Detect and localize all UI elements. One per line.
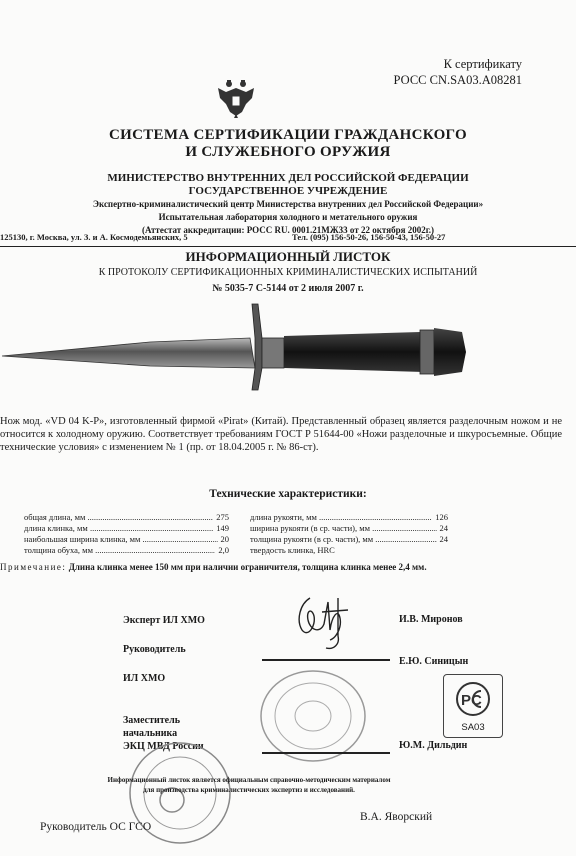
- spec-label: длина рукояти, мм .....: [250, 512, 432, 523]
- deputy-label-line-2: начальника: [123, 728, 178, 739]
- info-sheet-heading: [0, 249, 576, 297]
- specs-right-column: [250, 512, 448, 556]
- knife-photo: [0, 302, 470, 392]
- os-head-label: Руководитель ОС ГСО: [40, 821, 152, 833]
- footer-note-line-1: Информационный листок является официальным справочно-методическим материалом: [107, 776, 391, 784]
- ministry-name: МИНИСТЕРСТВО ВНУТРЕННИХ ДЕЛ РОССИЙСКОЙ ФЕДЕРАЦИИ: [107, 172, 469, 184]
- center-name: Экспертно-криминалистический центр Министерства внутренних дел Российской Федерации»: [92, 199, 484, 209]
- system-title: [0, 127, 576, 161]
- phones: Тел. (095) 156-50-26, 156-50-43, 156-50-27: [292, 232, 446, 242]
- spec-label: толщина обуха, мм .....: [24, 545, 215, 556]
- spec-value: 20: [220, 534, 229, 544]
- spec-row: [250, 545, 448, 556]
- spec-value: 24: [439, 523, 448, 533]
- specs-title: Технические характеристики:: [209, 488, 367, 500]
- expert-label: Эксперт ИЛ ХМО: [123, 615, 205, 626]
- spec-row: [250, 512, 448, 523]
- spec-value: [445, 545, 448, 556]
- head-label: [123, 643, 186, 685]
- spec-label: общая длина, мм .....: [24, 512, 213, 523]
- signature-line: [262, 752, 390, 754]
- svg-text:PC: PC: [461, 692, 482, 709]
- address-row: [0, 232, 576, 247]
- deputy-label-line-1: Заместитель: [123, 715, 181, 726]
- deputy-label-line-3: ЭКЦ МВД России: [123, 741, 204, 752]
- ref-line-1: К сертификату: [443, 57, 522, 71]
- system-title-line-2: И СЛУЖЕБНОГО ОРУЖИЯ: [185, 144, 391, 160]
- spec-value: 275: [216, 512, 229, 522]
- spec-value: 24: [439, 534, 448, 544]
- handwritten-signature-icon: [282, 590, 362, 652]
- spec-row: [24, 512, 229, 523]
- deputy-name: Ю.М. Дильдин: [399, 740, 468, 751]
- spec-label: ширина рукояти (в ср. части), мм .....: [250, 523, 437, 534]
- certificate-reference: [322, 56, 522, 88]
- spec-label: толщина рукояти (в ср. части), мм .....: [250, 534, 437, 545]
- cert-code: SA03: [461, 722, 485, 733]
- spec-row: [24, 523, 229, 534]
- spec-row: [24, 534, 229, 545]
- system-title-line-1: СИСТЕМА СЕРТИФИКАЦИИ ГРАЖДАНСКОГО: [109, 127, 467, 143]
- spec-value: 2,0: [218, 545, 229, 555]
- specs-left-column: [24, 512, 229, 556]
- expert-name: И.В. Миронов: [399, 614, 463, 625]
- head-name: Е.Ю. Синицын: [399, 656, 469, 667]
- head-label-line-2: ИЛ ХМО: [123, 673, 166, 684]
- lab-name: Испытательная лаборатория холодного и метательного оружия: [158, 212, 418, 222]
- spec-label: твердость клинка, HRC: [250, 545, 335, 555]
- footer-note: [64, 775, 434, 795]
- double-headed-eagle-icon: [216, 78, 256, 120]
- spec-row: [250, 523, 448, 534]
- signature-line: [262, 659, 390, 661]
- pcc-certification-icon: [443, 674, 503, 738]
- spec-value: 126: [435, 512, 448, 522]
- os-head-name: В.А. Яворский: [360, 811, 433, 823]
- protocol-number: № 5035-7 С-5144 от 2 июля 2007 г.: [212, 283, 364, 294]
- info-sheet-title: ИНФОРМАЦИОННЫЙ ЛИСТОК: [185, 249, 391, 264]
- spec-label: длина клинка, мм .....: [24, 523, 213, 534]
- knife-description: Нож мод. «VD 04 K-P», изготовленный фирмой «Pirat» (Китай). Представленный образец является разделочным ножом и не относится к холодному оружию. Соответствует требованиям ГОСТ Р 51644-00 «Ножи разделочные и шкуросъемные. Общие технические условия» с изменением № 1 (пр. от 18.04.2005 г. № 86-ст).: [0, 416, 562, 453]
- institution-name: ГОСУДАРСТВЕННОЕ УЧРЕЖДЕНИЕ: [188, 185, 388, 197]
- footer-note-line-2: для производства криминалистических экспертиз и исследований.: [143, 786, 355, 794]
- spec-value: 149: [216, 523, 229, 533]
- ref-line-2: РОСС CN.SA03.A08281: [393, 73, 522, 87]
- spec-label: наибольшая ширина клинка, мм .....: [24, 534, 218, 545]
- round-seal-icon: [258, 668, 368, 764]
- note-label: Примечание:: [0, 562, 67, 572]
- spec-row: [250, 534, 448, 545]
- note: [0, 562, 576, 572]
- address: 125130, г. Москва, ул. З. и А. Космодемьянских, 5: [0, 232, 188, 242]
- info-sheet-subtitle: К ПРОТОКОЛУ СЕРТИФИКАЦИОННЫХ КРИМИНАЛИСТИЧЕСКИХ ИСПЫТАНИЙ: [98, 267, 478, 278]
- accreditation: (Аттестат аккредитации: РОСС RU. 0001.21МЖ33 от 22 октября 2002г.): [141, 225, 435, 235]
- spec-row: [24, 545, 229, 556]
- ministry-block: [0, 172, 576, 237]
- note-text: Длина клинка менее 150 мм при наличии ограничителя, толщина клинка менее 2,4 мм.: [68, 562, 427, 572]
- head-label-line-1: Руководитель: [123, 644, 186, 655]
